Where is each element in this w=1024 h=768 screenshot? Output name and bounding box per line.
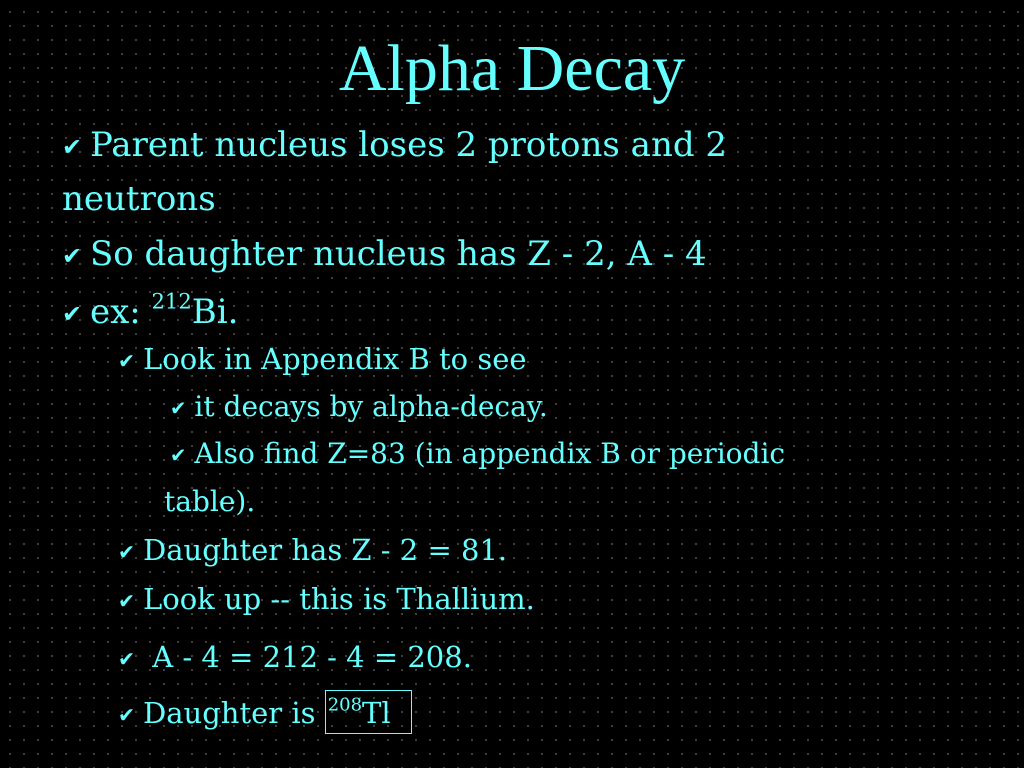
checkmark-icon: ✔ bbox=[62, 241, 82, 270]
bullet-text: Look up -- this is Thallium. bbox=[143, 582, 535, 616]
mass-number: 212 bbox=[151, 288, 192, 314]
bullet-text: it decays by alpha-decay. bbox=[194, 390, 548, 423]
checkmark-icon: ✔ bbox=[118, 703, 135, 727]
checkmark-icon: ✔ bbox=[118, 540, 135, 564]
daughter-prefix: Daughter is bbox=[143, 696, 325, 730]
subbullet-thallium bbox=[118, 580, 535, 620]
bullet-text: table). bbox=[164, 485, 256, 518]
bullet-parent-nucleus bbox=[62, 123, 727, 169]
bullet-example bbox=[62, 290, 238, 336]
checkmark-icon: ✔ bbox=[62, 132, 82, 161]
daughter-nuclide-box bbox=[325, 690, 412, 734]
mass-number: 208 bbox=[327, 694, 363, 716]
subsubbullet-find-z bbox=[170, 436, 785, 474]
slide-title: Alpha Decay bbox=[338, 32, 686, 105]
subsubbullet-alpha-decay bbox=[170, 389, 548, 427]
bullet-text: Look in Appendix B to see bbox=[143, 342, 527, 376]
subbullet-mass-number bbox=[118, 638, 472, 678]
subbullet-daughter-z bbox=[118, 531, 507, 571]
checkmark-icon: ✔ bbox=[62, 299, 82, 328]
element-symbol: Bi. bbox=[191, 292, 239, 332]
element-symbol: Tl bbox=[362, 696, 391, 730]
example-prefix: ex: bbox=[89, 292, 152, 332]
subbullet-appendix bbox=[118, 340, 527, 380]
bullet-daughter-nucleus bbox=[62, 232, 707, 278]
subbullet-daughter-result bbox=[118, 690, 412, 734]
checkmark-icon: ✔ bbox=[118, 349, 135, 373]
checkmark-icon: ✔ bbox=[118, 647, 135, 671]
checkmark-icon: ✔ bbox=[118, 589, 135, 613]
bullet-continuation bbox=[62, 177, 216, 221]
bullet-text: So daughter nucleus has Z - 2, A - 4 bbox=[89, 234, 707, 274]
bullet-continuation bbox=[164, 484, 255, 520]
bullet-text: Parent nucleus loses 2 protons and 2 bbox=[89, 125, 728, 165]
checkmark-icon: ✔ bbox=[170, 397, 187, 421]
checkmark-icon: ✔ bbox=[170, 444, 187, 468]
bullet-text: A - 4 = 212 - 4 = 208. bbox=[143, 640, 472, 674]
bullet-text: Also find Z=83 (in appendix B or periodic bbox=[194, 437, 786, 470]
bullet-text: neutrons bbox=[62, 179, 216, 219]
bullet-text: Daughter has Z - 2 = 81. bbox=[143, 533, 508, 567]
